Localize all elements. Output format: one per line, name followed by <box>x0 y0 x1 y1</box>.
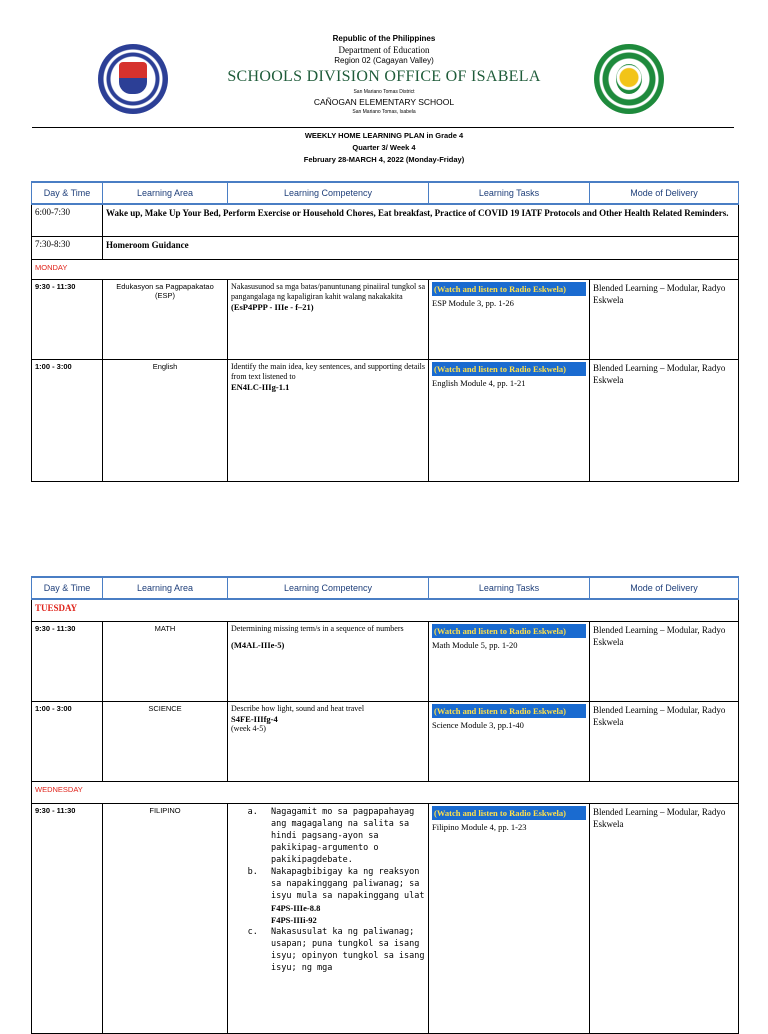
col-mode-of-delivery: Mode of Delivery <box>590 577 739 599</box>
homeroom-text: Homeroom Guidance <box>103 236 739 259</box>
col-day-time: Day & Time <box>32 182 103 204</box>
header-divider <box>32 127 734 128</box>
learning-tasks <box>429 279 590 359</box>
table-row <box>32 236 739 259</box>
row-time: 9:30 - 11:30 <box>32 621 103 701</box>
row-time: 9:30 - 11:30 <box>32 803 103 1033</box>
table-row <box>32 621 739 701</box>
department-line: Department of Education <box>338 45 430 55</box>
competency-code: (M4AL-IIIe-5) <box>231 639 285 650</box>
learning-area: MATH <box>103 621 228 701</box>
plan-table-monday <box>31 181 739 482</box>
competency-text: Nakasusunod sa mga batas/panuntunang pinaiiral tungkol sa pangangalaga ng kapaligiran kahit walang nakakakita <box>231 281 425 301</box>
mode-of-delivery: Blended Learning – Modular, Radyo Eskwela <box>590 279 739 359</box>
learning-tasks <box>429 803 590 1033</box>
col-learning-tasks: Learning Tasks <box>429 577 590 599</box>
learning-competency <box>228 701 429 781</box>
module-reference: Math Module 5, pp. 1-20 <box>432 639 518 650</box>
competency-text: Determining missing term/s in a sequence of numbers <box>231 623 404 633</box>
radio-eskwela-highlight: (Watch and listen to Radio Eskwela) <box>432 806 586 820</box>
republic-line: Republic of the Philippines <box>332 34 436 43</box>
table-row <box>32 204 739 236</box>
table-header-row <box>32 577 739 599</box>
learning-tasks <box>429 621 590 701</box>
row-time: 1:00 - 3:00 <box>32 701 103 781</box>
radio-eskwela-highlight: (Watch and listen to Radio Eskwela) <box>432 624 586 638</box>
col-learning-competency: Learning Competency <box>228 577 429 599</box>
quarter-line: Quarter 3/ Week 4 <box>352 143 416 152</box>
radio-eskwela-highlight: (Watch and listen to Radio Eskwela) <box>432 704 586 718</box>
learning-area: Edukasyon sa Pagpapakatao (ESP) <box>103 279 228 359</box>
row-time: 9:30 - 11:30 <box>32 279 103 359</box>
mode-of-delivery: Blended Learning – Modular, Radyo Eskwela <box>590 701 739 781</box>
plan-title: WEEKLY HOME LEARNING PLAN in Grade 4 <box>304 131 464 140</box>
mode-of-delivery: Blended Learning – Modular, Radyo Eskwela <box>590 359 739 481</box>
table-row <box>32 279 739 359</box>
table-row <box>32 359 739 481</box>
table-header-row <box>32 182 739 204</box>
list-item-text: Nakapagbibigay ka ng reaksyon sa napakinggang paliwanag; sa isyu mula sa napakinggang ulat <box>271 866 425 901</box>
competency-code: F4PS-IIIe-8.8 <box>271 902 321 913</box>
table-row <box>32 701 739 781</box>
learning-competency <box>228 803 429 1033</box>
day-row <box>32 781 739 803</box>
col-learning-area: Learning Area <box>103 182 228 204</box>
learning-area: FILIPINO <box>103 803 228 1033</box>
mode-of-delivery: Blended Learning – Modular, Radyo Eskwela <box>590 803 739 1033</box>
routine-text: Wake up, Make Up Your Bed, Perform Exercise or Household Chores, Eat breakfast, Practice of COVID 19 IATF Protocols and Other Health Related Reminders. <box>103 204 739 236</box>
document-header <box>0 0 768 130</box>
col-day-time: Day & Time <box>32 577 103 599</box>
module-reference: English Module 4, pp. 1-21 <box>432 377 526 388</box>
day-row <box>32 599 739 621</box>
school-address: San Mariano Tomas, Isabela <box>352 109 416 115</box>
competency-text: Identify the main idea, key sentences, and supporting details from text listened to <box>231 361 425 381</box>
learning-tasks <box>429 359 590 481</box>
learning-area: English <box>103 359 228 481</box>
competency-code: EN4LC-IIIg-1.1 <box>231 381 290 392</box>
competency-note: (week 4-5) <box>231 723 266 733</box>
learning-competency <box>228 279 429 359</box>
day-label-wednesday: WEDNESDAY <box>32 781 739 803</box>
learning-competency <box>228 359 429 481</box>
col-mode-of-delivery: Mode of Delivery <box>590 182 739 204</box>
competency-code: (EsP4PPP - IIIe - f–21) <box>231 301 314 312</box>
radio-eskwela-highlight: (Watch and listen to Radio Eskwela) <box>432 282 586 296</box>
row-time: 6:00-7:30 <box>32 204 103 236</box>
list-item: c. Nakasusulat ka ng paliwanag; usapan; puna tungkol sa isang isyu; opinyon tungkol sa isang isyu; ng mga <box>263 926 425 974</box>
learning-tasks <box>429 701 590 781</box>
competency-code: S4FE-IIIfg-4 <box>231 713 278 724</box>
module-reference: ESP Module 3, pp. 1-26 <box>432 297 514 308</box>
plan-table-tuesday-wednesday <box>31 576 739 1034</box>
region-line: Region 02 (Cagayan Valley) <box>334 56 434 65</box>
module-reference: Science Module 3, pp.1-40 <box>432 719 524 730</box>
col-learning-competency: Learning Competency <box>228 182 429 204</box>
learning-competency <box>228 621 429 701</box>
division-title: SCHOOLS DIVISION OFFICE OF ISABELA <box>227 68 541 85</box>
mode-of-delivery: Blended Learning – Modular, Radyo Eskwela <box>590 621 739 701</box>
list-item: a. Nagagamit mo sa pagpapahayag ang magagalang na salita sa hindi pagsang-ayon sa pakikipag-argumento o pakikipagdebate. <box>263 806 425 866</box>
radio-eskwela-highlight: (Watch and listen to Radio Eskwela) <box>432 362 586 376</box>
col-learning-tasks: Learning Tasks <box>429 182 590 204</box>
date-range: February 28-MARCH 4, 2022 (Monday-Friday) <box>303 155 465 164</box>
list-item <box>263 866 425 926</box>
school-name: CAÑOGAN ELEMENTARY SCHOOL <box>313 97 455 107</box>
table-row <box>32 803 739 1033</box>
module-reference: Filipino Module 4, pp. 1-23 <box>432 821 527 832</box>
row-time: 1:00 - 3:00 <box>32 359 103 481</box>
row-time: 7:30-8:30 <box>32 236 103 259</box>
day-label-tuesday: TUESDAY <box>32 599 739 621</box>
competency-list <box>231 806 425 974</box>
district-line: San Mariano Tomas District <box>353 89 415 95</box>
competency-text: Describe how light, sound and heat travel <box>231 703 365 713</box>
day-row <box>32 259 739 279</box>
day-label-monday: MONDAY <box>32 259 739 279</box>
competency-code: F4PS-IIIi-92 <box>271 914 317 925</box>
learning-area: SCIENCE <box>103 701 228 781</box>
col-learning-area: Learning Area <box>103 577 228 599</box>
